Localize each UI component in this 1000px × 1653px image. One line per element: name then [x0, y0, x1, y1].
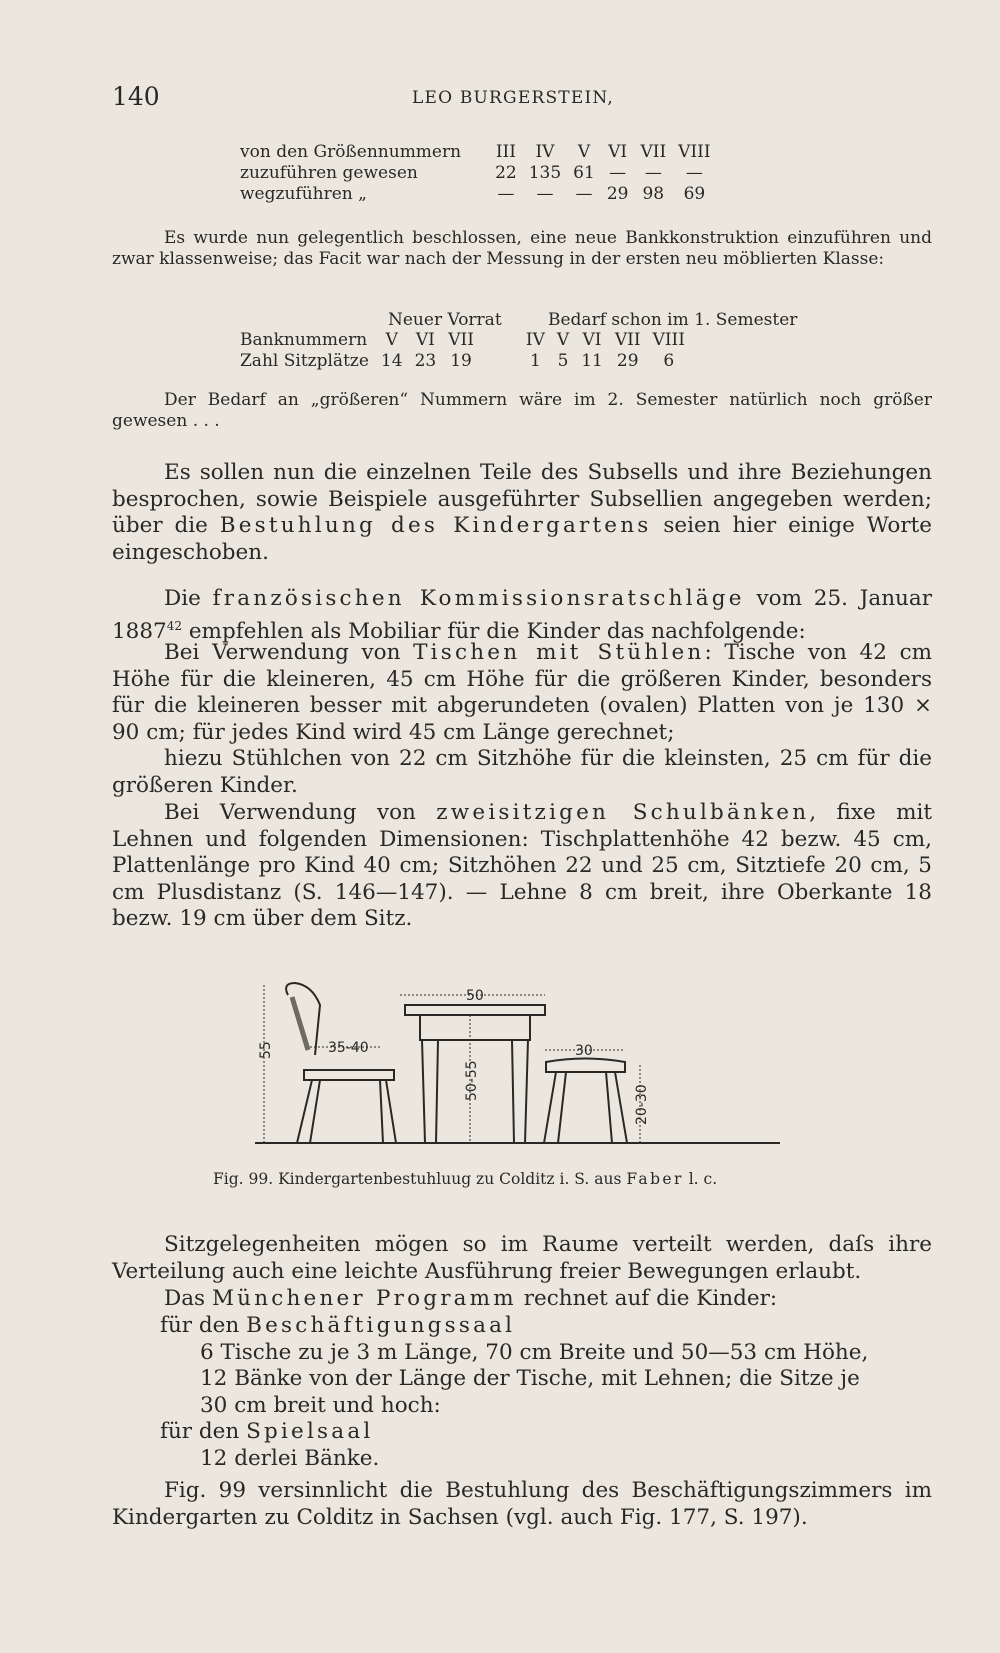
table-cell: 5 — [557, 351, 569, 371]
spaced-text: Bestuhlung des Kindergartens — [219, 513, 652, 538]
table-cell: V — [556, 330, 570, 350]
paragraph: Fig. 99 versinnlicht die Bestuhlung des Beschäftigungszimmers im Kindergarten zu Colditz in Sachsen (vgl. auch Fig. 177, S. 197). — [112, 1478, 932, 1530]
page-number: 140 — [112, 82, 160, 111]
table-cell: 69 — [683, 184, 706, 204]
text-run: seien hier einige Worte eingeschoben. — [112, 513, 932, 565]
stool-seat — [546, 1059, 625, 1073]
chair-seat — [304, 1070, 394, 1080]
text-run: für den — [160, 1313, 247, 1338]
table-row — [240, 330, 691, 351]
table-cell: Zahl Sitzplätze — [240, 351, 369, 371]
table-cell: V — [385, 330, 398, 350]
chair-back-slats — [292, 997, 308, 1050]
chair-legs — [297, 1080, 396, 1143]
table-cell: von den Größennummern — [240, 142, 462, 162]
list-item: 6 Tische zu je 3 m Länge, 70 cm Breite und 50—53 cm Höhe, — [200, 1339, 869, 1365]
stool-drawing — [544, 1050, 640, 1143]
list-heading — [160, 1313, 930, 1340]
table-cell: 1 — [530, 351, 541, 371]
text-run: Es sollen nun die einzelnen Teile des Subsells und ihre Beziehungen besprochen, sowie Beispiele ausgeführter Subsellien angegeben werden; über die — [112, 460, 932, 538]
table-cell: Banknummern — [240, 330, 368, 350]
footnote-ref: 42 — [166, 618, 182, 633]
table-cell: IV — [525, 330, 545, 350]
table-cell: 23 — [414, 351, 437, 371]
table-cell: VII — [448, 330, 474, 350]
dimension-label: 55 — [258, 1041, 274, 1059]
table-cell: IV — [535, 142, 555, 162]
table-cell: — — [685, 163, 703, 183]
table-row — [240, 184, 717, 205]
dimension-label: 50 — [466, 988, 484, 1004]
figure-99 — [240, 975, 800, 1155]
table-top — [405, 1005, 545, 1015]
text-run: vom 25. Januar 1887 — [112, 586, 932, 644]
dimension-label: 20-30 — [634, 1084, 650, 1125]
paragraph — [112, 586, 932, 645]
table-cell: — — [536, 184, 554, 204]
paragraph: Sitzgelegenheiten mögen so im Raume verteilt werden, daſs ihre Verteilung auch eine leichte Ausführung freier Bewegungen erlaubt. — [112, 1232, 932, 1284]
paragraph — [112, 800, 932, 933]
spaced-text: Beschäftigungssaal — [246, 1313, 516, 1338]
table-cell: 19 — [450, 351, 472, 371]
text-run: Das — [164, 1286, 212, 1311]
paragraph: Der Bedarf an „größeren“ Nummern wäre im 2. Semester natürlich noch größer gewesen . . . — [112, 390, 932, 431]
spaced-text: Münchener Programm — [211, 1286, 517, 1311]
spaced-text: Spielsaal — [246, 1419, 374, 1444]
table-cell: VII — [640, 142, 667, 162]
text-run: Bei Verwendung von — [164, 800, 437, 825]
size-number-table — [240, 142, 717, 205]
running-title: LEO BURGERSTEIN, — [412, 88, 614, 108]
table-cell: 29 — [616, 351, 639, 371]
figure-caption — [213, 1170, 717, 1188]
text-run: empfehlen als Mobiliar für die Kinder das nachfolgende: — [182, 618, 806, 644]
page-header — [112, 82, 932, 112]
table-cell: VI — [415, 330, 435, 350]
table-cell: VIII — [678, 142, 711, 162]
table-cell: 29 — [606, 184, 629, 204]
table-cell: V — [577, 142, 591, 162]
table-cell: — — [644, 163, 662, 183]
paragraph: hiezu Stühlchen von 22 cm Sitzhöhe für die kleinsten, 25 cm für die größeren Kinder. — [112, 746, 932, 798]
paragraph: Es wurde nun gelegentlich beschlossen, eine neue Bankkonstruktion einzuführen und zwar klassenweise; das Facit war nach der Messung in der ersten neu möblierten Klasse: — [112, 228, 932, 269]
furniture-drawing — [240, 975, 800, 1155]
table-cell: — — [497, 184, 515, 204]
table-cell: 98 — [642, 184, 665, 204]
paragraph — [112, 1286, 932, 1313]
table-cell: VI — [582, 330, 602, 350]
list-item: 30 cm breit und hoch: — [200, 1392, 441, 1418]
dimension-label: 30 — [575, 1043, 593, 1059]
list-item: 12 Bänke von der Länge der Tische, mit Lehnen; die Sitze je — [200, 1366, 860, 1391]
table-heading-demand: Bedarf schon im 1. Semester — [548, 310, 798, 330]
table-cell: wegzuführen „ — [240, 184, 367, 204]
text-run: : Tische von 42 cm Höhe für die kleineren, 45 cm Höhe für die größeren Kinder, besonders für die kleineren besser mit abgerundeten (ovalen) Platten von je 130 × 90 cm; für jedes Kind wird 45 cm Länge gerechnet; — [112, 640, 932, 745]
table-cell: 14 — [380, 351, 403, 371]
chair-drawing — [264, 983, 396, 1143]
text-run: für den — [160, 1419, 247, 1444]
table-cell: zuzuführen gewesen — [240, 163, 418, 183]
stool-legs — [544, 1072, 627, 1143]
table-cell: 6 — [663, 351, 675, 371]
furniture-list-playroom — [160, 1419, 930, 1472]
table-cell: III — [495, 142, 516, 162]
table-row — [240, 351, 691, 372]
text-run: rechnet auf die Kinder: — [516, 1286, 778, 1311]
table-cell: VI — [608, 142, 628, 162]
list-item: 12 derlei Bänke. — [200, 1445, 380, 1471]
chair-back — [286, 983, 320, 1055]
paragraph — [112, 460, 932, 566]
text-run: Die — [164, 586, 213, 611]
table-cell: — — [609, 163, 627, 183]
table-cell: 135 — [528, 163, 562, 183]
furniture-list-workroom — [160, 1313, 930, 1419]
table-row — [240, 163, 717, 184]
text-run: Bei Verwendung von — [164, 640, 414, 665]
table-apron — [420, 1015, 530, 1040]
text-run: , fixe mit Lehnen und folgenden Dimensionen: Tischplattenhöhe 42 bezw. 45 cm, Plattenlänge pro Kind 40 cm; Sitzhöhen 22 und 25 cm, Sitztiefe 20 cm, 5 cm Plusdistanz (S. 146—147). — Lehne 8 cm breit, ihre Oberkante 18 bezw. 19 cm über dem Sitz. — [112, 800, 932, 931]
table-cell: 11 — [581, 351, 603, 371]
table-cell: 61 — [573, 163, 595, 183]
list-heading — [160, 1419, 930, 1446]
table-cell: — — [575, 184, 593, 204]
dimension-label: 35-40 — [328, 1040, 369, 1056]
paragraph — [112, 640, 932, 746]
text-run: l. c. — [683, 1170, 718, 1188]
table-heading-stock: Neuer Vorrat — [388, 310, 502, 330]
table-row — [240, 142, 717, 163]
spaced-text: zweisitzigen Schulbänken — [436, 800, 810, 825]
spaced-text: Tischen mit Stühlen — [413, 640, 705, 665]
spaced-text: Faber — [626, 1170, 684, 1188]
table-cell: 22 — [495, 163, 517, 183]
bench-numbers-table — [240, 330, 691, 372]
spaced-text: französischen Kommissionsratschläge — [212, 586, 745, 611]
table-cell: VIII — [652, 330, 685, 350]
dimension-label: 50-55 — [464, 1060, 480, 1101]
text-run: Fig. 99. Kindergartenbestuhluug zu Colditz i. S. aus — [213, 1170, 627, 1188]
table-cell: VII — [614, 330, 641, 350]
